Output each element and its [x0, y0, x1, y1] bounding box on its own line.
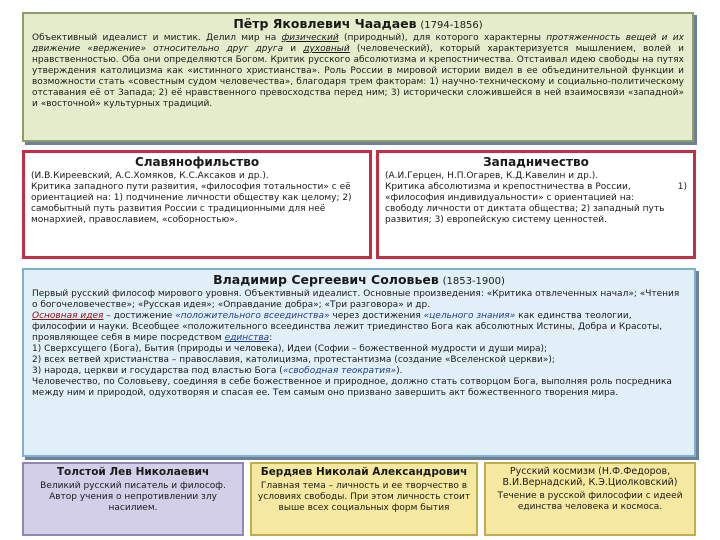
soloviev-intro: Первый русский философ мирового уровня. Объективный идеалист. Основные произведения: «Критика отвлеченных начал»; «Чтения о богочеловечестве»; «Русская идея»; «Оправдание добра»; «Три разговора» и др.	[32, 289, 680, 310]
positive-unity-term: «положительного всеединства»	[175, 311, 330, 321]
westerners-item-number: 1)	[677, 182, 687, 192]
slavophiles-panel	[22, 150, 372, 259]
main-idea-label: Основная идея	[32, 311, 104, 321]
chaadaev-name: Пётр Яковлевич Чаадаев	[233, 16, 417, 31]
tolstoy-text: Великий русский писатель и философ. Автор учения о непротивлении злу насилием.	[40, 481, 226, 513]
cosmism-panel	[484, 462, 696, 536]
soloviev-name: Владимир Сергеевич Соловьев	[213, 272, 439, 287]
physical-world-term: физический	[281, 33, 339, 43]
soloviev-heading	[32, 272, 686, 287]
tolstoy-panel	[22, 462, 244, 536]
cosmism-title: Русский космизм (Н.Ф.Федоров, В.И.Вернадский, К.Э.Циолковский)	[502, 466, 678, 488]
slavophiles-members: (И.В.Киреевский, А.С.Хомяков, К.С.Аксаков и др.).	[31, 171, 269, 181]
soloviev-conclusion: Человечество, по Соловьеву, соединяя в себе божественное и природное, должно стать сотворцом Бога, выполняя роль посредника между ним и природой, одухотворяя и спасая ее. Тем самым оно призвано завершить акт божественного творения мира.	[32, 377, 672, 398]
soloviev-item-1: 1) Сверхсущего (Бога), Бытия (природы и человека), Идеи (Софии – божественной мудрости и души мира);	[32, 344, 548, 354]
free-theocracy-term: «свободная теократия»	[282, 366, 397, 376]
berdyaev-title: Бердяев Николай Александрович	[260, 466, 468, 478]
westerners-text-continued: свободу личности от диктата общества; 2) западный путь развития; 3) европейскую систему ценностей.	[385, 204, 665, 225]
westerners-panel	[376, 150, 696, 259]
soloviev-item-3: 3) народа, церкви и государства под властью Бога («свободная теократия»).	[32, 366, 403, 376]
unity-term: единства	[224, 333, 270, 343]
cosmism-text: Течение в русской философии с идеей единства человека и космоса.	[497, 491, 683, 512]
slavophiles-text: Критика западного пути развития, «философия тотальности» с её ориентацией на: 1) подчинение личности обществу как целому; 2) самобытный путь развития России с традиционными для неё монархией, православием, «соборностью».	[31, 182, 352, 225]
westerners-title: Западничество	[483, 155, 589, 169]
berdyaev-text: Главная тема – личность и ее творчество в условиях свободы. При этом личность стоит выше всех социальных форм бытия	[257, 481, 471, 513]
physical-world-properties: протяженность вещей и их движение «вержение» относительно друг друга	[32, 33, 684, 54]
chaadaev-years: (1794-1856)	[420, 20, 483, 31]
chaadaev-heading	[32, 16, 684, 31]
soloviev-years: (1853-1900)	[442, 276, 505, 287]
spiritual-world-term: духовный	[303, 44, 350, 54]
chaadaev-panel	[22, 12, 694, 142]
westerners-text: 1) Критика абсолютизма и крепостничества в России, «философия индивидуальности» с ориентацией на:	[385, 182, 687, 203]
westerners-members: (А.И.Герцен, Н.П.Огарев, К.Д.Кавелин и др.).	[385, 171, 599, 181]
chaadaev-description: Объективный идеалист и мистик. Делил мир на физический (природный), для которого характерны протяженность вещей и их движение «вержение» относительно друг друга и духовный (человеческий), который характеризуется мышлением, волей и нравственностью. Оба они определяются Богом. Критик русского абсолютизма и крепостничества. Отстаивал идею свободы на путях утверждения католицизма как «истинного христианства». Роль России в мировой истории видел в ее объединительной функции и возможности стать «совестным судом человечества», благодаря трем факторам: 1) научно-техническому и социально-политическому отставания её от Запада; 2) её нравственного превосходства перед ним; 3) исторически сложившейся в ней взаимосвязи «западной» и «восточной» культурных традиций.	[32, 33, 684, 109]
soloviev-main-idea: Основная идея – достижение «положительного всеединства» через достижения «цельного знания» как единства теологии, философии и науки. Всеобщее «положительного всеединства лежит триединство Бога как абсолютных Истины, Добра и Красоты, проявляющее себя в мире посредством единства:	[32, 311, 663, 343]
berdyaev-panel	[250, 462, 478, 536]
integral-knowledge-term: «цельного знания»	[423, 311, 516, 321]
tolstoy-title: Толстой Лев Николаевич	[56, 466, 210, 478]
slavophiles-title: Славянофильство	[134, 155, 260, 169]
soloviev-panel	[22, 268, 696, 457]
soloviev-item-2: 2) всех ветвей христианства – православия, католицизма, протестантизма (создание «Вселенской церкви»);	[32, 355, 555, 365]
